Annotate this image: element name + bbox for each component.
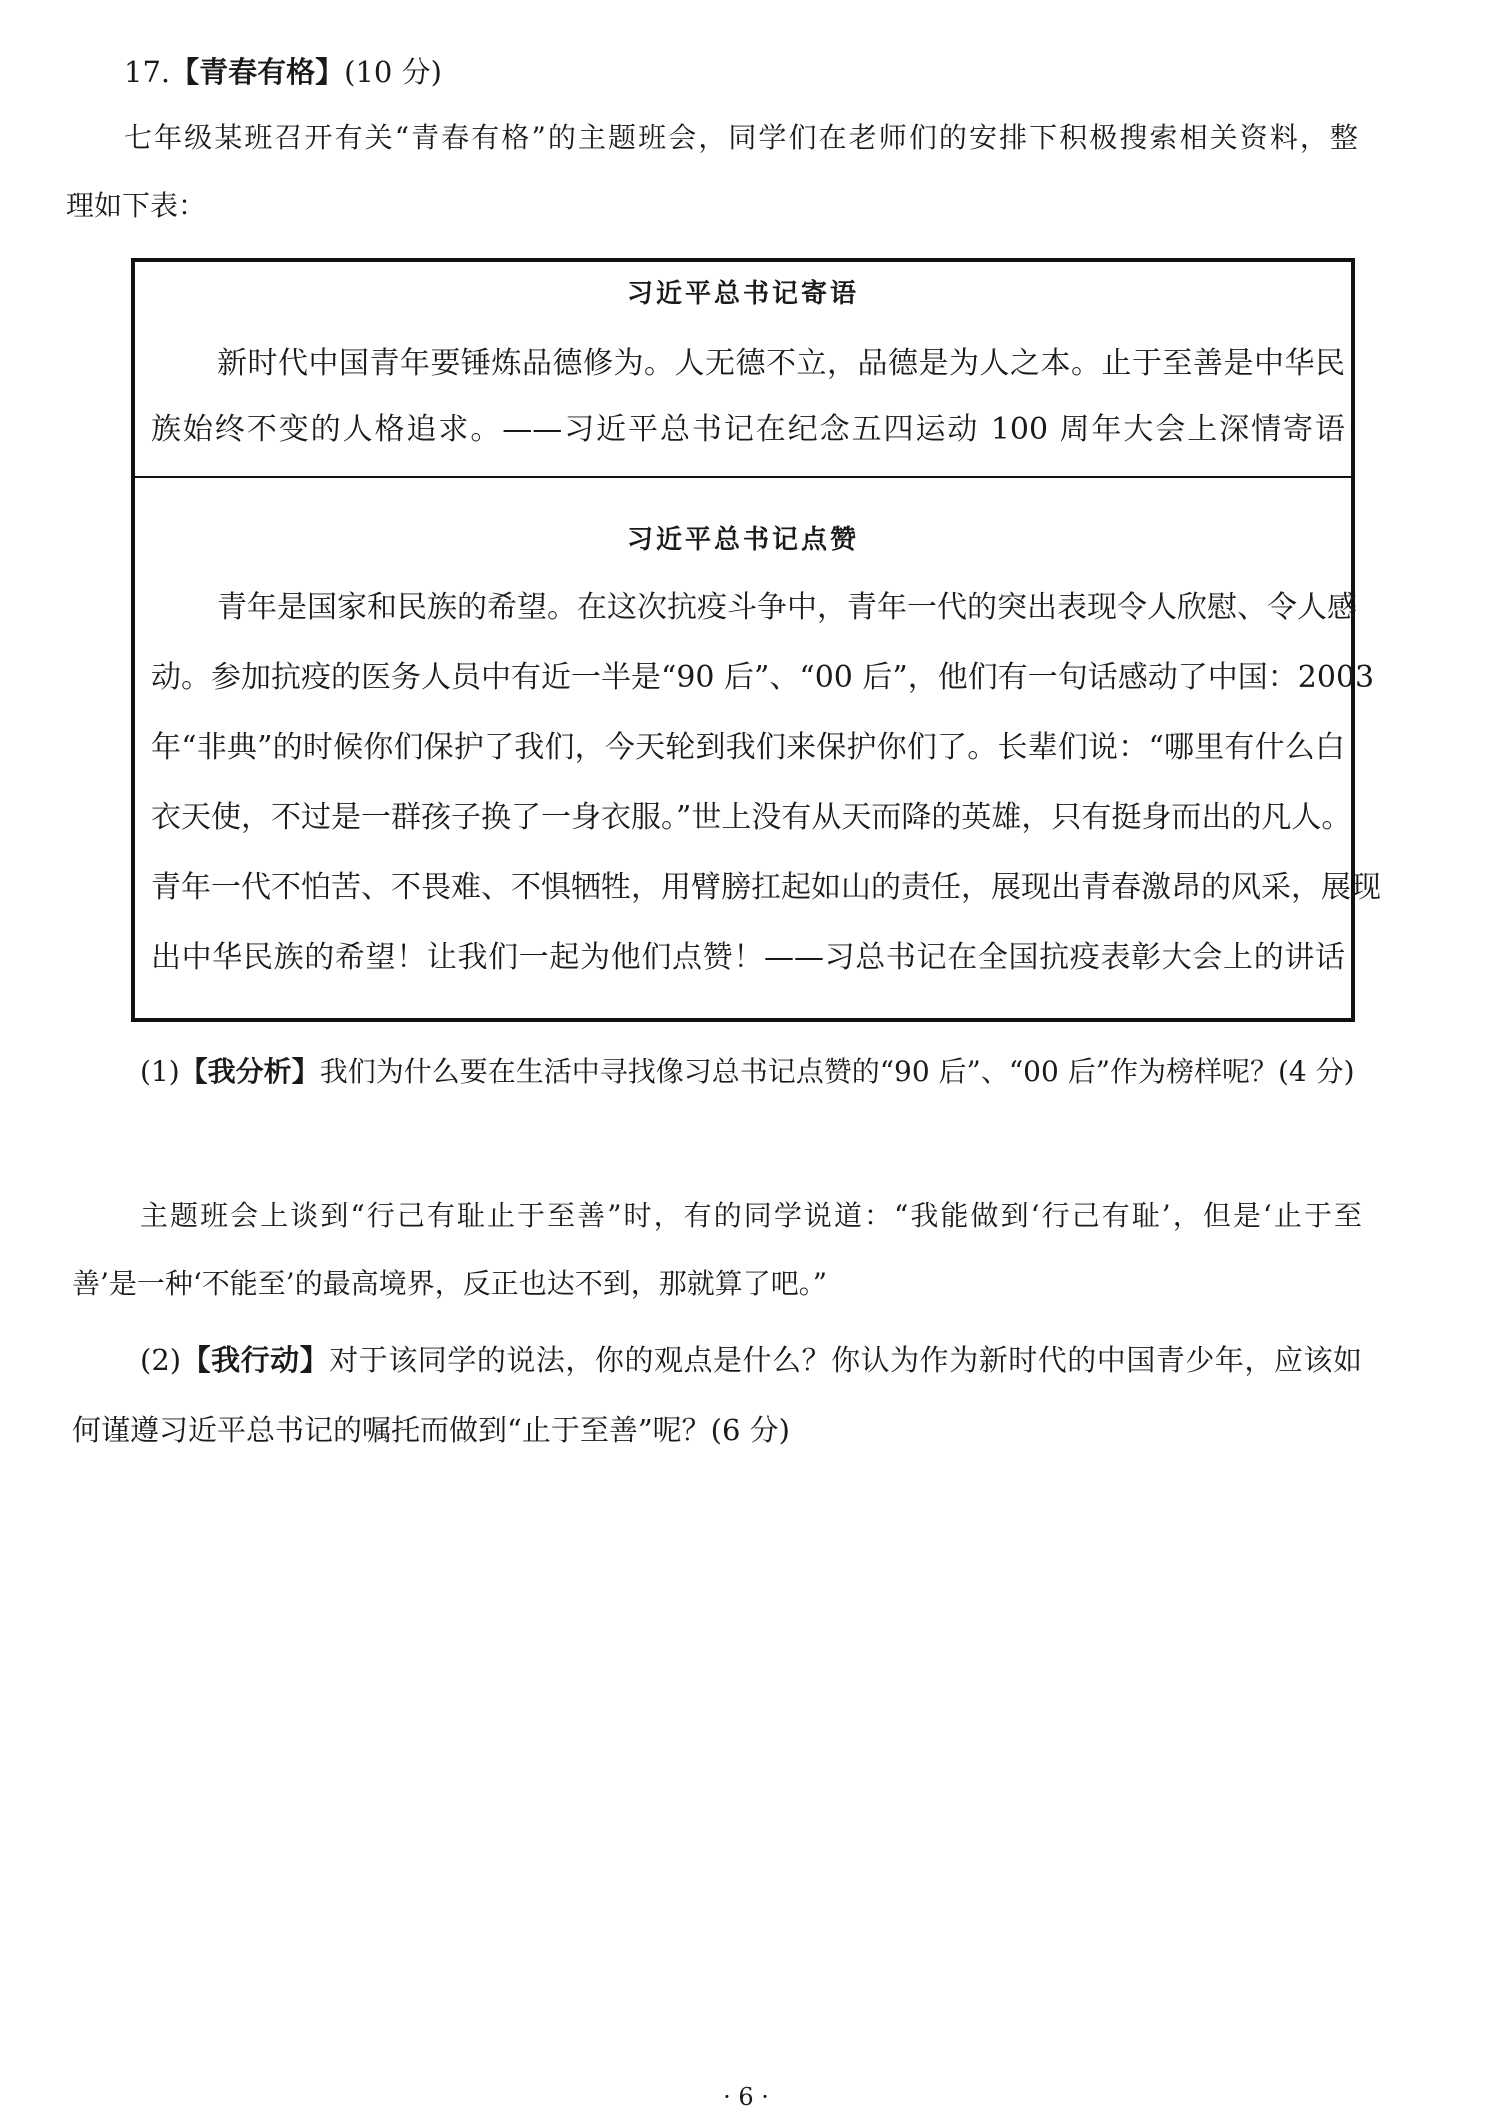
part-1-question — [140, 1052, 1355, 1092]
section-2-line-1: 青年是国家和民族的希望。在这次抗疫斗争中，青年一代的突出表现令人欣慰、令人感 — [217, 590, 1357, 625]
section-2-heading: 习近平总书记点赞 — [626, 525, 859, 555]
part-2-prefix: (2) — [140, 1343, 182, 1377]
part-2-question-line-1 — [140, 1340, 1362, 1380]
section-2-line-2: 动。参加抗疫的医务人员中有近一半是“90 后”、“00 后”，他们有一句话感动了中国：2003 — [151, 660, 1375, 695]
part-1-prefix: (1) — [140, 1055, 180, 1088]
page-number: · 6 · — [723, 2083, 769, 2111]
question-number: 17. — [124, 55, 171, 89]
section-2-line-5: 青年一代不怕苦、不畏难、不惧牺牲，用臂膀扛起如山的责任，展现出青春激昂的风采，展现 — [151, 870, 1381, 905]
discussion-line-1: 主题班会上谈到“行己有耻止于至善”时，有的同学说道：“我能做到‘行己有耻’，但是‘止于至 — [140, 1199, 1362, 1232]
part-2-tag: 【我行动】 — [181, 1343, 330, 1377]
discussion-line-2: 善’是一种‘不能至’的最高境界，反正也达不到，那就算了吧。” — [72, 1267, 828, 1300]
part-1-text: 我们为什么要在生活中寻找像习总书记点赞的“90 后”、“00 后”作为榜样呢？(4 分) — [319, 1055, 1355, 1088]
question-score: (10 分) — [344, 55, 442, 89]
part-2-question-line-2: 何谨遵习近平总书记的嘱托而做到“止于至善”呢？(6 分) — [72, 1413, 790, 1447]
question-header — [124, 52, 442, 92]
part-2-line-1-text: 对于该同学的说法，你的观点是什么？你认为作为新时代的中国青少年，应该如 — [329, 1343, 1362, 1377]
material-table — [131, 258, 1381, 1022]
question-title: 【青春有格】 — [170, 55, 345, 89]
section-1-heading: 习近平总书记寄语 — [626, 279, 859, 309]
section-1-line-1: 新时代中国青年要锤炼品德修为。人无德不立，品德是为人之本。止于至善是中华民 — [217, 346, 1345, 381]
part-1-tag: 【我分析】 — [179, 1055, 320, 1088]
section-2-line-3: 年“非典”的时候你们保护了我们，今天轮到我们来保护你们了。长辈们说：“哪里有什么白 — [151, 730, 1345, 765]
intro-line-2: 理如下表： — [66, 189, 207, 222]
table-divider — [135, 476, 1351, 478]
section-2-line-6: 出中华民族的希望！让我们一起为他们点赞！——习总书记在全国抗疫表彰大会上的讲话 — [151, 940, 1345, 975]
intro-line-1: 七年级某班召开有关“青春有格”的主题班会，同学们在老师们的安排下积极搜索相关资料，整 — [124, 121, 1358, 154]
section-1-line-2: 族始终不变的人格追求。——习近平总书记在纪念五四运动 100 周年大会上深情寄语 — [151, 412, 1345, 447]
section-2-line-4: 衣天使，不过是一群孩子换了一身衣服。”世上没有从天而降的英雄，只有挺身而出的凡人。 — [151, 800, 1352, 835]
